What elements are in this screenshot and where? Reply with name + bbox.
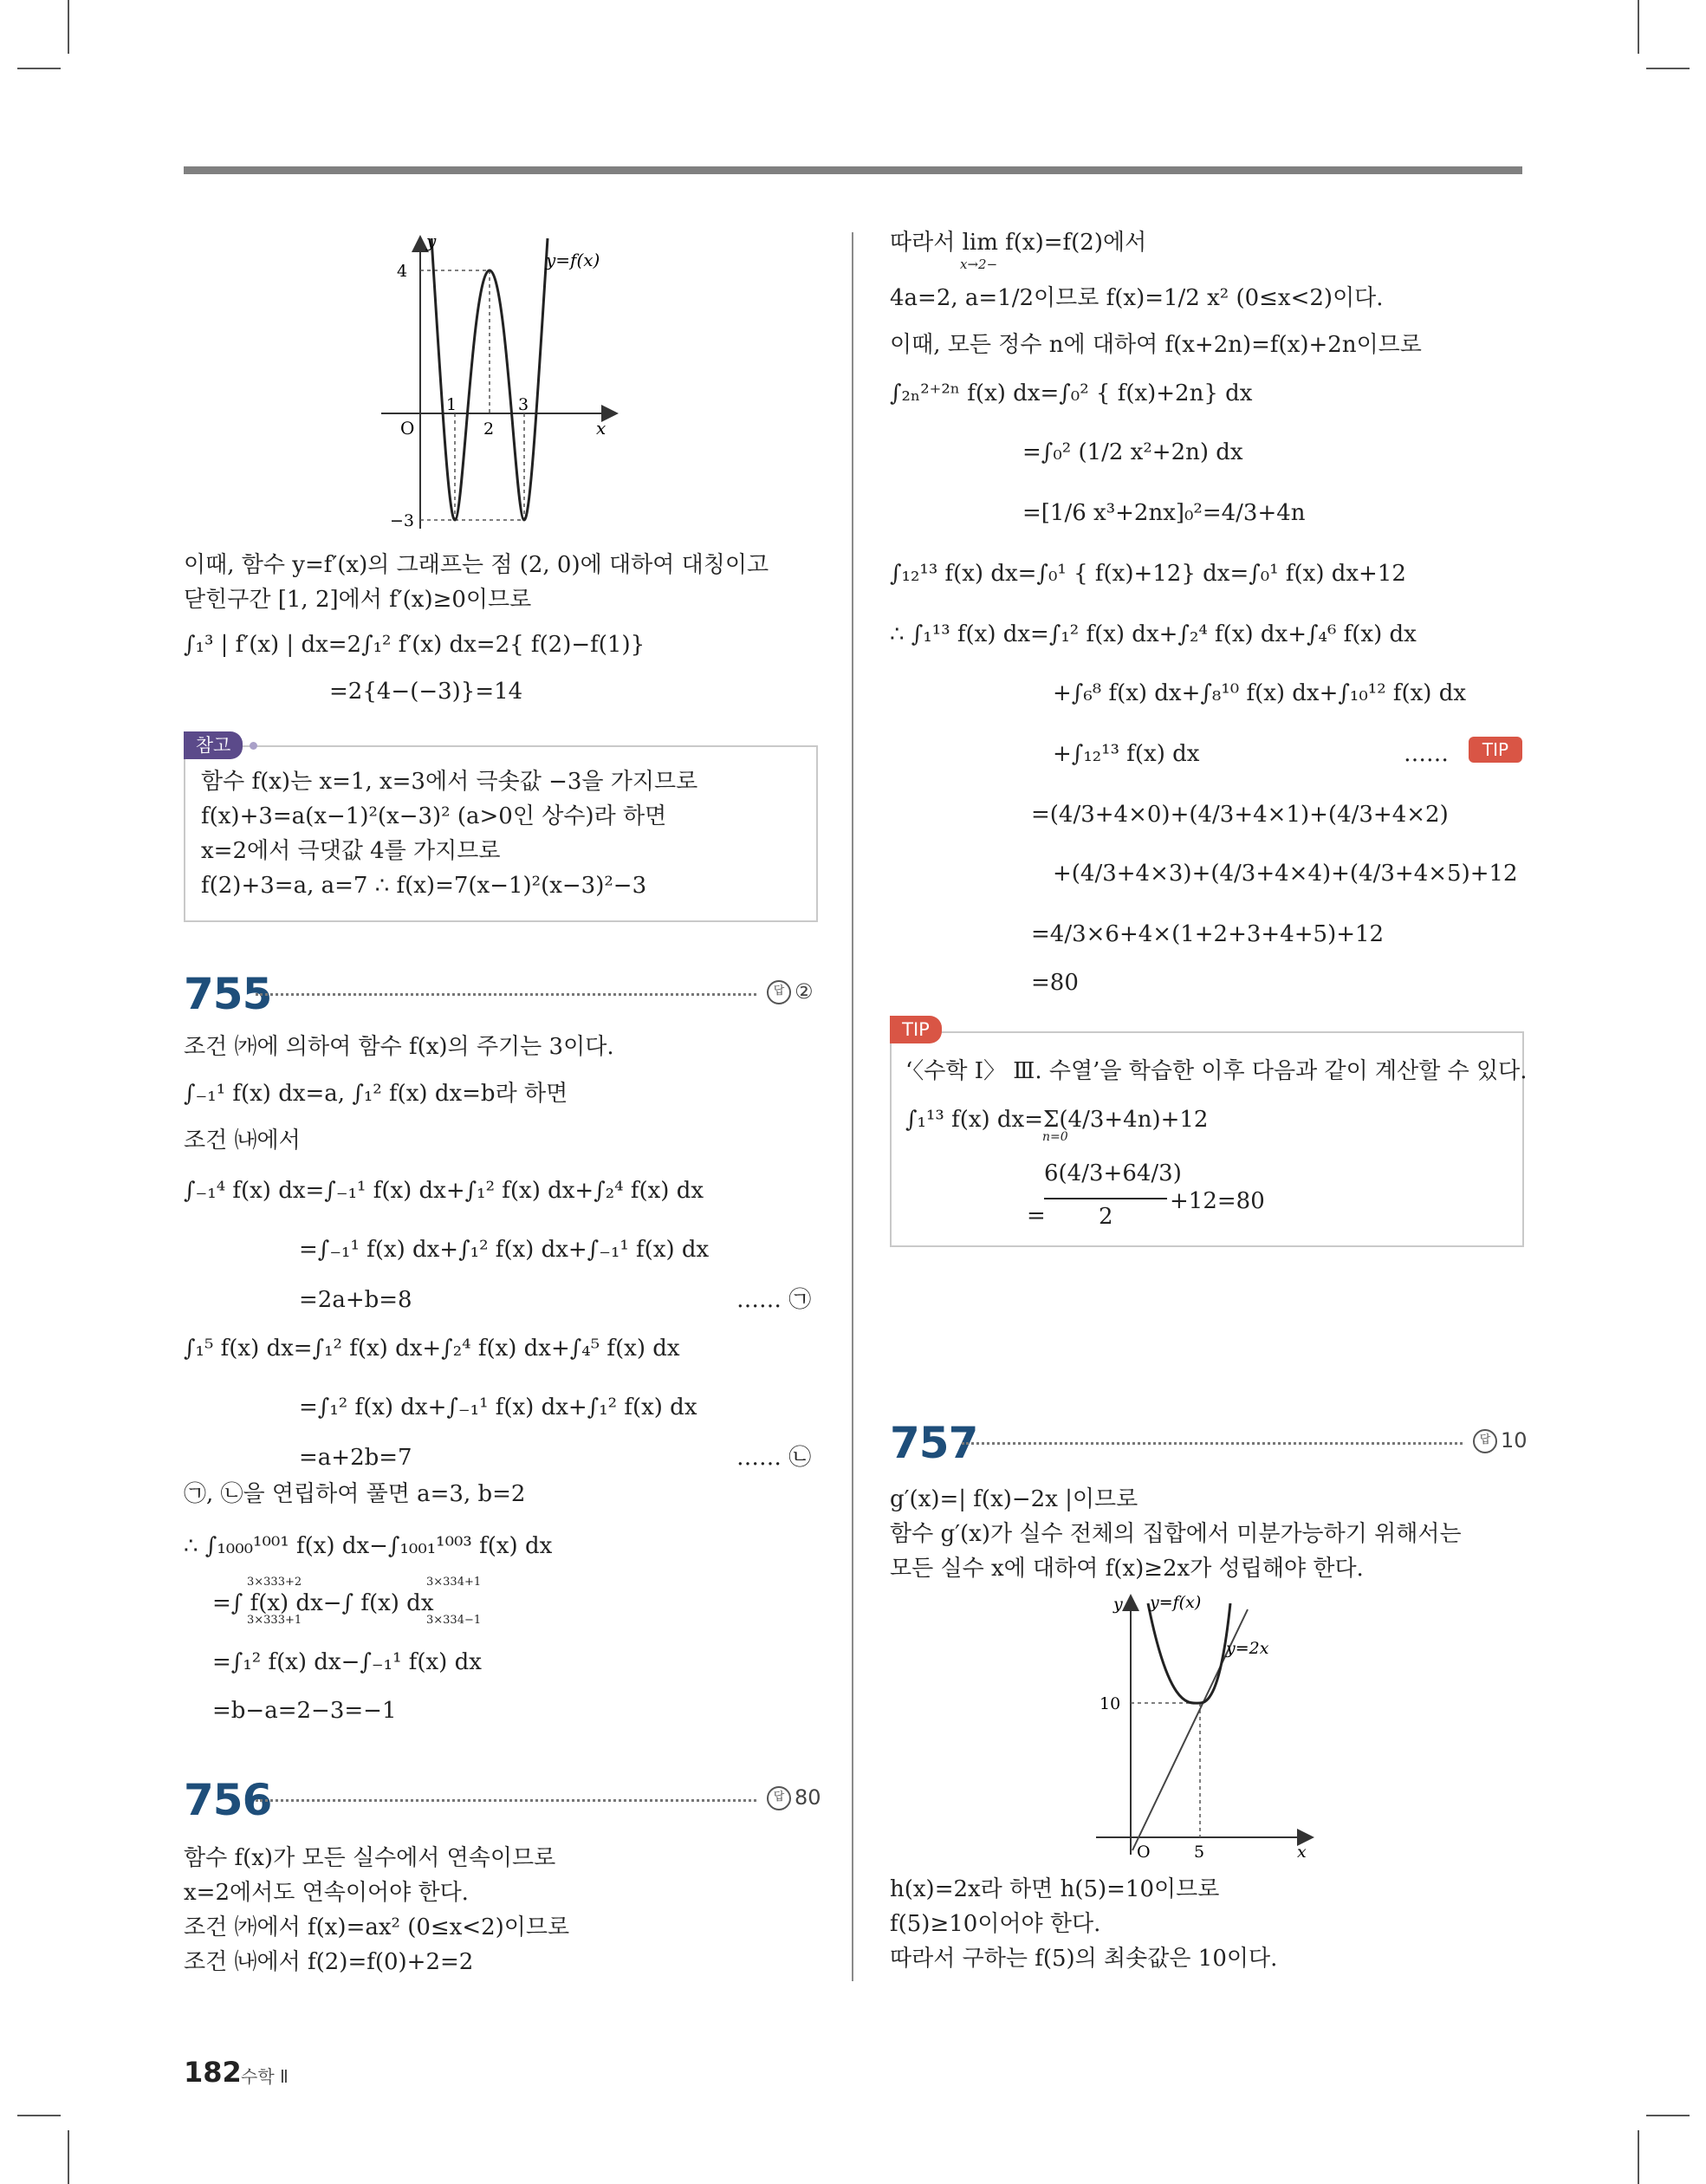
header-rule bbox=[184, 166, 1522, 174]
text-line: 닫힌구간 [1, 2]에서 f′(x)≥0이므로 bbox=[184, 587, 532, 613]
solution-line: 조건 ㈎에 의하여 함수 f(x)의 주기는 3이다. bbox=[184, 1034, 614, 1060]
solution-line: =4/3×6+4×(1+2+3+4+5)+12 bbox=[1031, 921, 1385, 947]
solution-line: =(4/3+4×0)+(4/3+4×1)+(4/3+4×2) bbox=[1031, 802, 1449, 828]
tip-fraction-numerator: 6(4/3+64/3) bbox=[1044, 1160, 1182, 1186]
solution-line: 조건 ㈏에서 bbox=[184, 1128, 301, 1154]
solution-line: 함수 f(x)가 모든 실수에서 연속이므로 bbox=[184, 1845, 556, 1871]
solution-line: ∫₂ₙ²⁺²ⁿ f(x) dx=∫₀² { f(x)+2n} dx bbox=[890, 380, 1253, 406]
solution-line: =2a+b=8 bbox=[299, 1287, 412, 1313]
text-line: =2{4−(−3)}=14 bbox=[329, 679, 523, 705]
answer-757 bbox=[1473, 1428, 1528, 1453]
limit-subscript: x→2− bbox=[960, 257, 998, 272]
fraction-bar bbox=[1044, 1198, 1167, 1199]
solution-line: 조건 ㈏에서 f(2)=f(0)+2=2 bbox=[184, 1949, 474, 1975]
crop-mark bbox=[17, 68, 61, 69]
crop-mark bbox=[1646, 2115, 1690, 2116]
solution-line: h(x)=2x라 하면 h(5)=10이므로 bbox=[890, 1876, 1220, 1902]
solution-line: =[1/6 x³+2nx]₀²=4/3+4n bbox=[1022, 500, 1306, 526]
tip-line: +12=80 bbox=[1170, 1188, 1265, 1214]
answer-value: 80 bbox=[795, 1785, 821, 1810]
solution-line: ∫₁₂¹³ f(x) dx=∫₀¹ { f(x)+12} dx=∫₀¹ f(x) dx+12 bbox=[890, 561, 1406, 587]
solution-line: =a+2b=7 bbox=[299, 1445, 412, 1471]
crop-mark bbox=[1638, 0, 1639, 54]
reference-tag: 참고 bbox=[184, 731, 243, 759]
answer-value: ② bbox=[795, 979, 814, 1004]
text-line: ∫₁³ | f′(x) | dx=2∫₁² f′(x) dx=2{ f(2)−f(1)} bbox=[184, 632, 645, 658]
solution-line: =80 bbox=[1031, 970, 1079, 996]
solution-line: 모든 실수 x에 대하여 f(x)≥2x가 성립해야 한다. bbox=[890, 1556, 1364, 1582]
x-label: x bbox=[596, 418, 607, 439]
limit-lower-1: 3×333+1 bbox=[247, 1614, 302, 1627]
tip-marker: TIP bbox=[1469, 737, 1522, 763]
solution-line: ∫₋₁¹ f(x) dx=a, ∫₁² f(x) dx=b라 하면 bbox=[184, 1081, 568, 1107]
equation-mark-1: …… ㉠ bbox=[736, 1287, 812, 1313]
column-divider bbox=[852, 232, 853, 1981]
problem-number-755: 755 bbox=[184, 969, 272, 1019]
y-tick-4: 4 bbox=[397, 262, 408, 281]
solution-line: =∫₀² (1/2 x²+2n) dx bbox=[1022, 439, 1243, 465]
limit-upper-1: 3×333+2 bbox=[247, 1576, 302, 1589]
reference-line: 함수 f(x)는 x=1, x=3에서 극솟값 −3을 가지므로 bbox=[201, 769, 698, 795]
origin-label: O bbox=[1137, 1843, 1151, 1862]
x-tick-5: 5 bbox=[1194, 1843, 1205, 1862]
tip-marker-dots: …… bbox=[1404, 741, 1449, 767]
tip-fraction-denominator: 2 bbox=[1099, 1204, 1113, 1230]
answer-badge: 답 bbox=[767, 1786, 791, 1810]
crop-mark bbox=[68, 0, 69, 54]
solution-line: ∫₁⁵ f(x) dx=∫₁² f(x) dx+∫₂⁴ f(x) dx+∫₄⁵ f(x) dx bbox=[184, 1336, 680, 1362]
solution-line: =∫₋₁¹ f(x) dx+∫₁² f(x) dx+∫₋₁¹ f(x) dx bbox=[299, 1237, 710, 1263]
solution-line: =∫₁² f(x) dx−∫₋₁¹ f(x) dx bbox=[212, 1649, 482, 1675]
solution-line: ∴ ∫₁¹³ f(x) dx=∫₁² f(x) dx+∫₂⁴ f(x) dx+∫₄⁶ f(x) dx bbox=[890, 621, 1417, 647]
curve-label: y=f(x) bbox=[546, 250, 600, 270]
solution-line: ∫₋₁⁴ f(x) dx=∫₋₁¹ f(x) dx+∫₁² f(x) dx+∫₂⁴ f(x) dx bbox=[184, 1178, 704, 1204]
solution-line: =∫₁² f(x) dx+∫₋₁¹ f(x) dx+∫₁² f(x) dx bbox=[299, 1394, 697, 1420]
reference-line: f(2)+3=a, a=7 ∴ f(x)=7(x−1)²(x−3)²−3 bbox=[201, 873, 647, 899]
equation-mark-2: …… ㉡ bbox=[736, 1445, 812, 1471]
problem-number-756: 756 bbox=[184, 1775, 272, 1825]
tip-line: ‘〈수학 Ⅰ〉 Ⅲ. 수열’을 학습한 이후 다음과 같이 계산할 수 있다. bbox=[905, 1058, 1528, 1084]
curve-label: y=f(x) bbox=[1150, 1593, 1202, 1612]
crop-mark bbox=[68, 2130, 69, 2184]
solution-line: +∫₆⁸ f(x) dx+∫₈¹⁰ f(x) dx+∫₁₀¹² f(x) dx bbox=[1053, 680, 1467, 706]
solution-line: =∫ f(x) dx−∫ f(x) dx bbox=[212, 1590, 434, 1616]
dotted-leader bbox=[256, 993, 756, 996]
limit-lower-2: 3×334−1 bbox=[426, 1614, 482, 1627]
problem-number-757: 757 bbox=[890, 1418, 978, 1468]
solution-line: 4a=2, a=1/2이므로 f(x)=1/2 x² (0≤x<2)이다. bbox=[890, 285, 1384, 311]
text-line: 이때, 함수 y=f′(x)의 그래프는 점 (2, 0)에 대하여 대칭이고 bbox=[184, 552, 769, 578]
y-tick-neg3: −3 bbox=[390, 511, 415, 530]
answer-badge: 답 bbox=[767, 980, 791, 1004]
crop-mark bbox=[17, 2115, 61, 2116]
graph-tangent bbox=[1087, 1590, 1321, 1868]
solution-line: 조건 ㈎에서 f(x)=ax² (0≤x<2)이므로 bbox=[184, 1914, 570, 1940]
solution-line: 함수 g′(x)가 실수 전체의 집합에서 미분가능하기 위해서는 bbox=[890, 1521, 1462, 1547]
solution-line: ∴ ∫₁₀₀₀¹⁰⁰¹ f(x) dx−∫₁₀₀₁¹⁰⁰³ f(x) dx bbox=[184, 1533, 553, 1559]
solution-line: +(4/3+4×3)+(4/3+4×4)+(4/3+4×5)+12 bbox=[1053, 861, 1518, 887]
x-tick-2: 2 bbox=[483, 419, 495, 439]
crop-mark bbox=[1638, 2130, 1639, 2184]
solution-line: 따라서 구하는 f(5)의 최솟값은 10이다. bbox=[890, 1946, 1278, 1972]
x-tick-3: 3 bbox=[518, 395, 529, 414]
solution-line: ㉠, ㉡을 연립하여 풀면 a=3, b=2 bbox=[184, 1481, 526, 1507]
solution-line: x=2에서도 연속이어야 한다. bbox=[184, 1880, 469, 1906]
reference-line: f(x)+3=a(x−1)²(x−3)² (a>0인 상수)라 하면 bbox=[201, 803, 667, 829]
answer-755 bbox=[767, 979, 814, 1004]
line-label: y=2x bbox=[1226, 1639, 1269, 1658]
tip-line: ∫₁¹³ f(x) dx=Σ(4/3+4n)+12 bbox=[905, 1107, 1209, 1133]
solution-line: g′(x)=| f(x)−2x |이므로 bbox=[890, 1486, 1138, 1512]
solution-line: f(5)≥10이어야 한다. bbox=[890, 1911, 1101, 1937]
answer-badge: 답 bbox=[1473, 1429, 1497, 1453]
answer-value: 10 bbox=[1501, 1428, 1528, 1453]
solution-line: =b−a=2−3=−1 bbox=[212, 1698, 397, 1724]
y-label: y bbox=[1113, 1595, 1123, 1614]
subject-label: 수학 Ⅱ bbox=[241, 2066, 289, 2087]
y-label: y bbox=[426, 231, 437, 251]
x-tick-1: 1 bbox=[446, 395, 457, 414]
x-label: x bbox=[1297, 1843, 1307, 1862]
reference-dot bbox=[250, 742, 257, 750]
limit-upper-2: 3×334+1 bbox=[426, 1576, 482, 1589]
graph-fx bbox=[373, 230, 632, 542]
tip-equals: = bbox=[1027, 1203, 1046, 1229]
y-tick-10: 10 bbox=[1099, 1694, 1121, 1713]
sum-index: n=0 bbox=[1042, 1130, 1068, 1144]
solution-line: 이때, 모든 정수 n에 대하여 f(x+2n)=f(x)+2n이므로 bbox=[890, 332, 1422, 358]
tip-tag: TIP bbox=[890, 1016, 942, 1043]
crop-mark bbox=[1646, 68, 1690, 69]
dotted-leader bbox=[962, 1442, 1463, 1445]
answer-756 bbox=[767, 1785, 821, 1810]
solution-line: +∫₁₂¹³ f(x) dx bbox=[1053, 741, 1200, 767]
page-number: 182 bbox=[184, 2056, 242, 2089]
dotted-leader bbox=[256, 1799, 756, 1802]
origin-label: O bbox=[400, 418, 415, 439]
reference-line: x=2에서 극댓값 4를 가지므로 bbox=[201, 838, 501, 864]
solution-line: 따라서 lim f(x)=f(2)에서 bbox=[890, 230, 1147, 256]
curve-fx bbox=[1148, 1603, 1230, 1703]
